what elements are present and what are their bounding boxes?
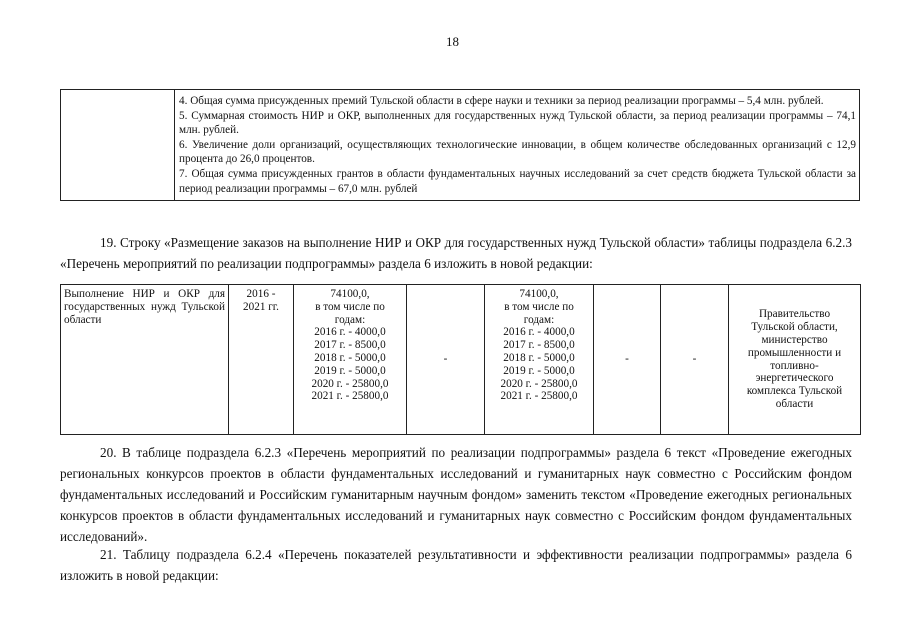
funding-line: годам: xyxy=(334,313,366,326)
funding-line: в том числе по xyxy=(504,300,574,313)
executor-line: области xyxy=(775,397,814,410)
local-funding-cell: - xyxy=(594,285,661,435)
federal-funding-cell: - xyxy=(407,285,485,435)
indicators-cell xyxy=(175,90,860,201)
regional-funding-cell xyxy=(485,285,594,435)
empty-cell xyxy=(61,90,175,201)
indicator-item-5: 5. Суммарная стоимость НИР и ОКР, выполненных для государственных нужд Тульской области, за период реализации программы – 74,1 млн. рублей. xyxy=(179,109,856,137)
executor-line: энергетического xyxy=(755,372,834,385)
funding-line: 2020 г. - 25800,0 xyxy=(500,377,578,390)
funding-line: 2018 г. - 5000,0 xyxy=(503,351,575,364)
table-row xyxy=(61,285,861,435)
executor-line: промышленности и xyxy=(747,346,842,359)
funding-line: 2016 г. - 4000,0 xyxy=(503,326,575,339)
funding-line: 2018 г. - 5000,0 xyxy=(314,351,386,364)
paragraph-20 xyxy=(60,442,852,547)
executor-line: министерство xyxy=(761,333,828,346)
funding-line: 74100,0, xyxy=(330,288,370,300)
period-cell xyxy=(229,285,294,435)
funding-line: 74100,0, xyxy=(519,288,559,300)
paragraph-19 xyxy=(60,232,852,274)
total-funding-cell xyxy=(294,285,407,435)
executor-line: Тульской области, xyxy=(751,321,838,334)
funding-line: 2017 г. - 8500,0 xyxy=(503,339,575,352)
executor-line: топливно- xyxy=(770,359,819,372)
funding-line: 2021 г. - 25800,0 xyxy=(311,390,389,403)
paragraph-21 xyxy=(60,544,852,586)
indicator-item-4: 4. Общая сумма присужденных премий Тульской области в сфере науки и техники за период реализации программы – 5,4 млн. рублей. xyxy=(179,95,824,107)
indicators-table-fragment xyxy=(60,89,860,201)
executor-cell xyxy=(729,285,861,435)
funding-line: 2019 г. - 5000,0 xyxy=(314,364,386,377)
paragraph-20-text: 20. В таблице подраздела 6.2.3 «Перечень мероприятий по реализации подпрограммы» раздела 6 текст «Проведение ежегодных региональных конкурсов проектов в области фундаментальных исследований и гуманитарных наук совместно с Российским фондом фундаментальных исследований и Российским гуманитарным научным фондом» заменить текстом «Проведение ежегодных региональных конкурсов проектов в области фундаментальных исследований и гуманитарных наук совместно с Российским фондом фундаментальных исследований». xyxy=(60,445,852,544)
paragraph-21-text: 21. Таблицу подраздела 6.2.4 «Перечень показателей результативности и эффективности реализации подпрограммы» раздела 6 изложить в новой редакции: xyxy=(60,547,852,583)
period-line: 2021 гг. xyxy=(243,300,279,313)
funding-line: 2017 г. - 8500,0 xyxy=(314,339,386,352)
period-line: 2016 - xyxy=(246,288,276,300)
indicator-item-7: 7. Общая сумма присужденных грантов в области фундаментальных научных исследований за счет средств бюджета Тульской области за период реализации программы – 67,0 млн. рублей xyxy=(179,167,856,195)
table-row xyxy=(61,90,860,201)
funding-line: годам: xyxy=(523,313,555,326)
funding-line: 2021 г. - 25800,0 xyxy=(500,390,578,403)
paragraph-19-text: 19. Строку «Размещение заказов на выполнение НИР и ОКР для государственных нужд Тульской области» таблицы подраздела 6.2.3 «Перечень мероприятий по реализации подпрограммы» раздела 6 изложить в новой редакции: xyxy=(60,235,852,271)
page-number: 18 xyxy=(446,34,459,49)
other-funding-cell: - xyxy=(661,285,729,435)
executor-line: комплекса Тульской xyxy=(746,385,843,398)
funding-line: в том числе по xyxy=(315,300,385,313)
indicator-item-6: 6. Увеличение доли организаций, осуществляющих технологические инновации, в общем количестве обследованных организаций с 12,9 процента до 26,0 процентов. xyxy=(179,138,856,166)
funding-line: 2019 г. - 5000,0 xyxy=(503,364,575,377)
funding-line: 2020 г. - 25800,0 xyxy=(311,377,389,390)
measures-table-row xyxy=(60,284,861,435)
measure-name-cell: Выполнение НИР и ОКР для государственных нужд Тульской области xyxy=(61,285,229,435)
executor-line: Правительство xyxy=(758,308,831,321)
funding-line: 2016 г. - 4000,0 xyxy=(314,326,386,339)
